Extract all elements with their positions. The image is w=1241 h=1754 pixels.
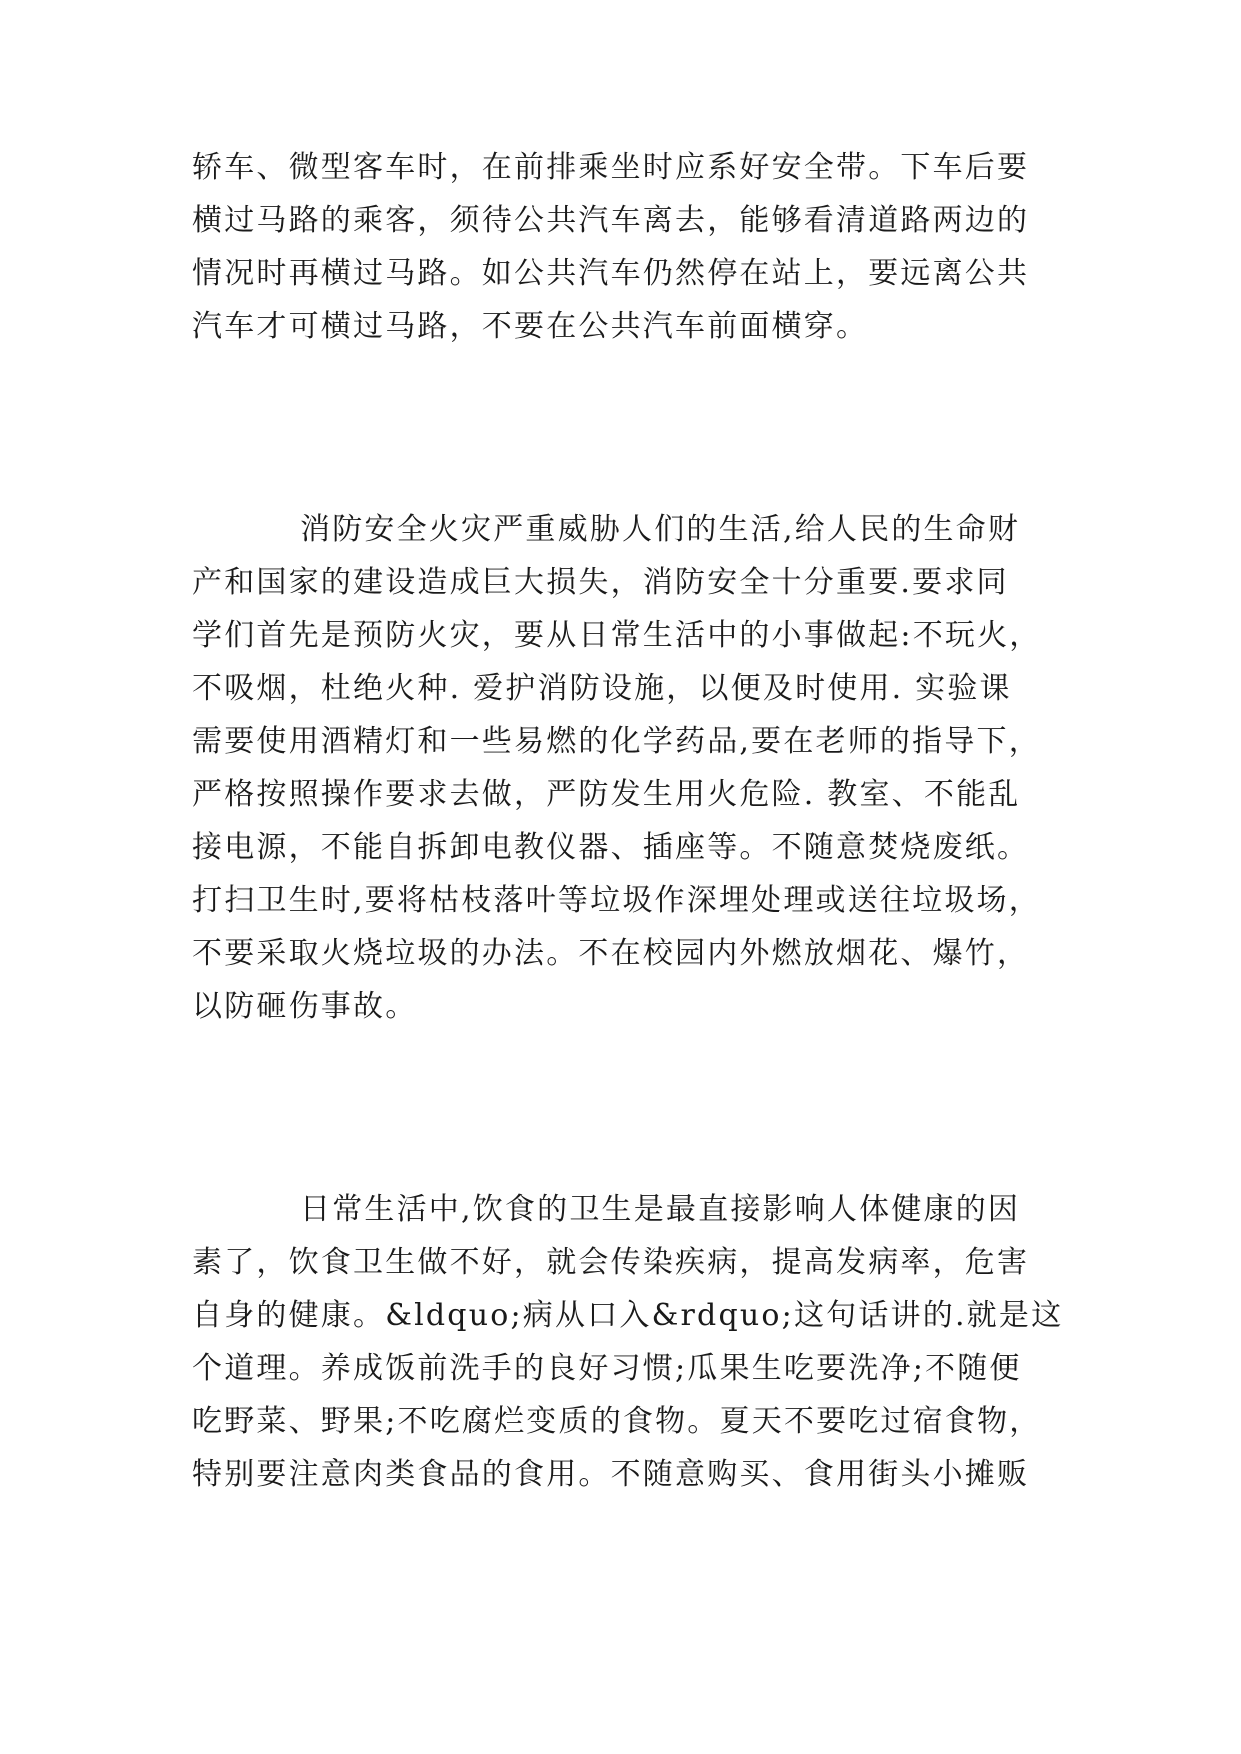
text-line: 横过马路的乘客，须待公共汽车离去，能够看清道路两边的	[192, 203, 1030, 238]
text-line: 日常生活中,饮食的卫生是最直接影响人体健康的因	[300, 1192, 1021, 1227]
text-line: 接电源，不能自拆卸电教仪器、插座等。不随意焚烧废纸。	[192, 830, 1030, 865]
text-line: 打扫卫生时,要将枯枝落叶等垃圾作深埋处理或送往垃圾场，	[192, 883, 1041, 918]
text-line: 个道理。养成饭前洗手的良好习惯;瓜果生吃要洗净;不随便	[192, 1351, 1022, 1386]
text-line: 学们首先是预防火灾，要从日常生活中的小事做起:不玩火，	[192, 618, 1042, 653]
text-line: 情况时再横过马路。如公共汽车仍然停在站上，要远离公共	[192, 256, 1030, 291]
text-line: 需要使用酒精灯和一些易燃的化学药品,要在老师的指导下，	[192, 724, 1041, 759]
text-line: 产和国家的建设造成巨大损失，消防安全十分重要.要求同	[192, 565, 1009, 600]
text-line: 不要采取火烧垃圾的办法。不在校园内外燃放烟花、爆竹，	[192, 936, 1030, 971]
text-line: 不吸烟，杜绝火种. 爱护消防设施，以便及时使用. 实验课	[192, 671, 1012, 706]
text-line: 素了，饮食卫生做不好，就会传染疾病，提高发病率，危害	[192, 1245, 1030, 1280]
text-line: 自身的健康。&ldquo;病从口入&rdquo;这句话讲的.就是这	[192, 1298, 1064, 1333]
text-line: 汽车才可横过马路，不要在公共汽车前面横穿。	[192, 309, 869, 344]
text-line: 轿车、微型客车时，在前排乘坐时应系好安全带。下车后要	[192, 150, 1030, 185]
text-line: 特别要注意肉类食品的食用。不随意购买、食用街头小摊贩	[192, 1457, 1030, 1492]
text-line: 以防砸伤事故。	[192, 989, 418, 1024]
text-line: 吃野菜、野果;不吃腐烂变质的食物。夏天不要吃过宿食物，	[192, 1404, 1042, 1439]
text-line: 消防安全火灾严重威胁人们的生活,给人民的生命财	[300, 512, 1021, 547]
text-line: 严格按照操作要求去做，严防发生用火危险. 教室、不能乱	[192, 777, 1021, 812]
